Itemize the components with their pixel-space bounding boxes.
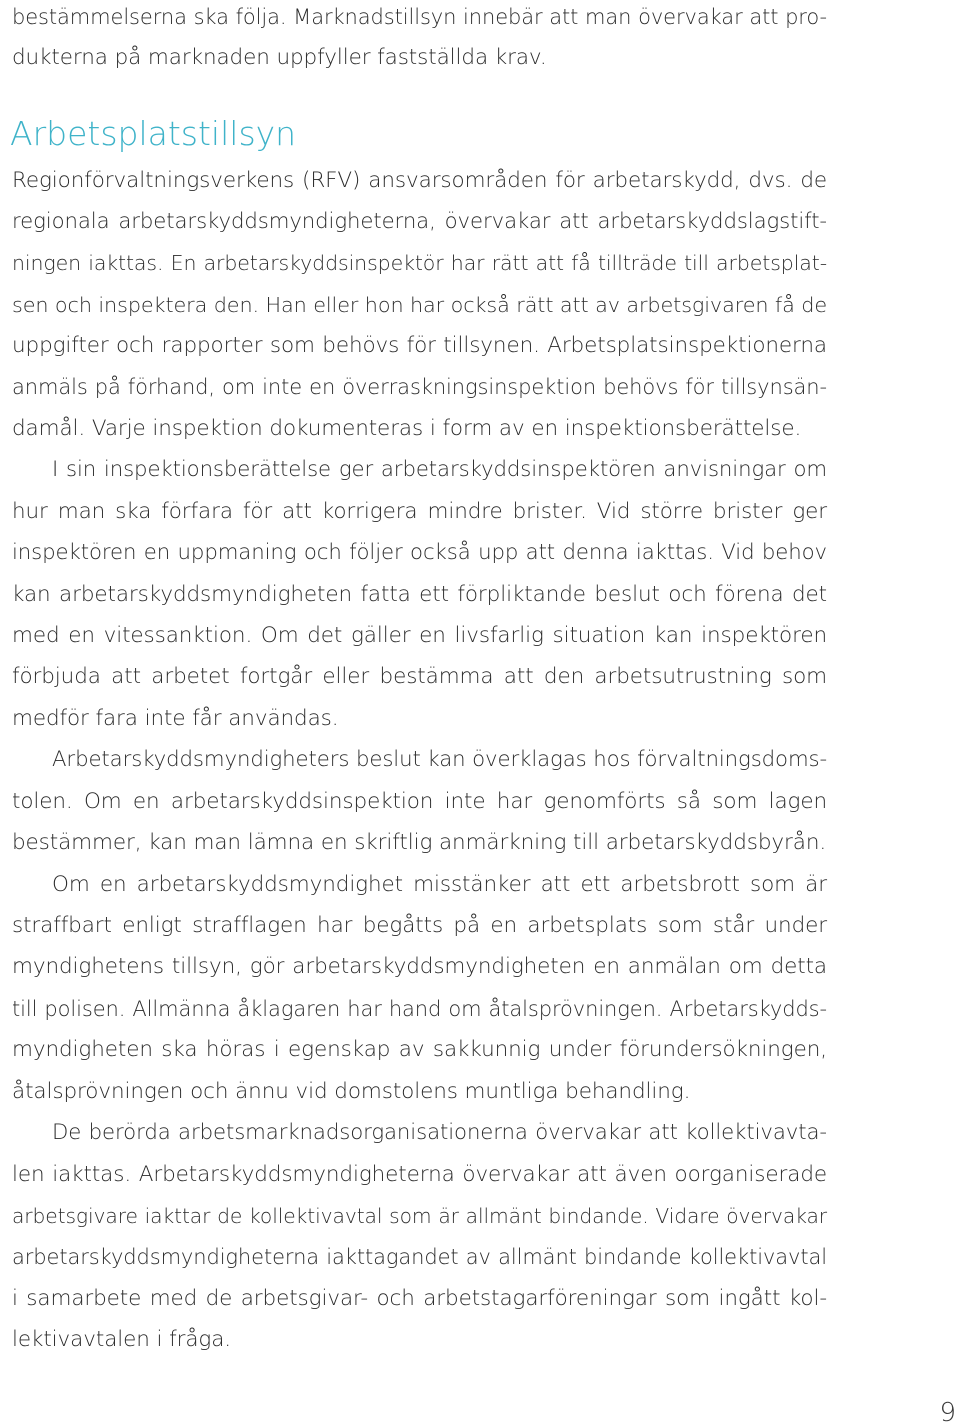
paragraph-line: med en vitessanktion. Om det gäller en livsfarlig situation kan inspektören (12, 623, 827, 648)
paragraph-line: medför fara inte får användas. (12, 706, 339, 731)
paragraph-line: myndigheten ska höras i egenskap av sakkunnig under förundersökningen, (12, 1037, 827, 1062)
page-number: 9 (939, 1398, 956, 1428)
paragraph-line: hur man ska förfara för att korrigera mindre brister. Vid större brister ger (12, 499, 827, 524)
paragraph-line: förbjuda att arbetet fortgår eller bestämma att den arbetsutrustning som (12, 664, 827, 689)
paragraph-line: lektivavtalen i fråga. (12, 1327, 232, 1352)
paragraph-line: i samarbete med de arbetsgivar- och arbetstagarföreningar som ingått kol- (12, 1286, 827, 1311)
paragraph-line: tolen. Om en arbetarskyddsinspektion inte har genomförts så som lagen (12, 789, 827, 814)
paragraph-line: ningen iakttas. En arbetarskyddsinspektör har rätt att få tillträde till arbetsplat- (12, 251, 827, 275)
paragraph-line: anmäls på förhand, om inte en överraskningsinspektion behövs för tillsynsän- (12, 375, 827, 399)
paragraph-line: De berörda arbetsmarknadsorganisationerna övervakar att kollektivavta- (52, 1120, 827, 1145)
section-heading: Arbetsplatstillsyn (10, 114, 297, 153)
paragraph-line: åtalsprövningen och ännu vid domstolens muntliga behandling. (12, 1079, 691, 1104)
paragraph-line: I sin inspektionsberättelse ger arbetarskyddsinspektören anvisningar om (52, 457, 827, 482)
paragraph-line: kan arbetarskyddsmyndigheten fatta ett förpliktande beslut och förena det (12, 582, 827, 607)
paragraph-line: Regionförvaltningsverkens (RFV) ansvarsområden för arbetarskydd, dvs. de (12, 168, 827, 193)
paragraph-line: sen och inspektera den. Han eller hon har också rätt att av arbetsgivaren få de (12, 293, 827, 317)
paragraph-line: uppgifter och rapporter som behövs för tillsynen. Arbetsplatsinspektionerna (12, 333, 827, 358)
paragraph-line: Arbetarskyddsmyndigheters beslut kan överklagas hos förvaltningsdoms- (52, 747, 828, 772)
paragraph-line: arbetsgivare iakttar de kollektivavtal som är allmänt bindande. Vidare övervakar (12, 1204, 827, 1228)
paragraph-line: Om en arbetarskyddsmyndighet misstänker att ett arbetsbrott som är (52, 872, 827, 897)
paragraph-line: len iakttas. Arbetarskyddsmyndigheterna övervakar att även oorganiserade (12, 1162, 827, 1187)
paragraph-line: arbetarskyddsmyndigheterna iakttagandet av allmänt bindande kollektivavtal (12, 1245, 827, 1269)
intro-line-1: bestämmelserna ska följa. Marknadstillsyn innebär att man övervakar att pro- (12, 5, 827, 29)
intro-line-2: dukterna på marknaden uppfyller fastställda krav. (12, 45, 547, 70)
paragraph-line: bestämmer, kan man lämna en skriftlig anmärkning till arbetarskyddsbyrån. (12, 830, 827, 855)
paragraph-line: straffbart enligt strafflagen har begåtts på en arbetsplats som står under (12, 913, 827, 938)
paragraph-line: damål. Varje inspektion dokumenteras i form av en inspektionsberättelse. (12, 416, 802, 441)
paragraph-line: regionala arbetarskyddsmyndigheterna, övervakar att arbetarskyddslagstift- (12, 209, 827, 234)
paragraph-line: inspektören en uppmaning och följer också upp att denna iakttas. Vid behov (12, 540, 827, 565)
paragraph-line: till polisen. Allmänna åklagaren har hand om åtalsprövningen. Arbetarskydds- (12, 997, 827, 1021)
paragraph-line: myndighetens tillsyn, gör arbetarskyddsmyndigheten en anmälan om detta (12, 954, 827, 979)
